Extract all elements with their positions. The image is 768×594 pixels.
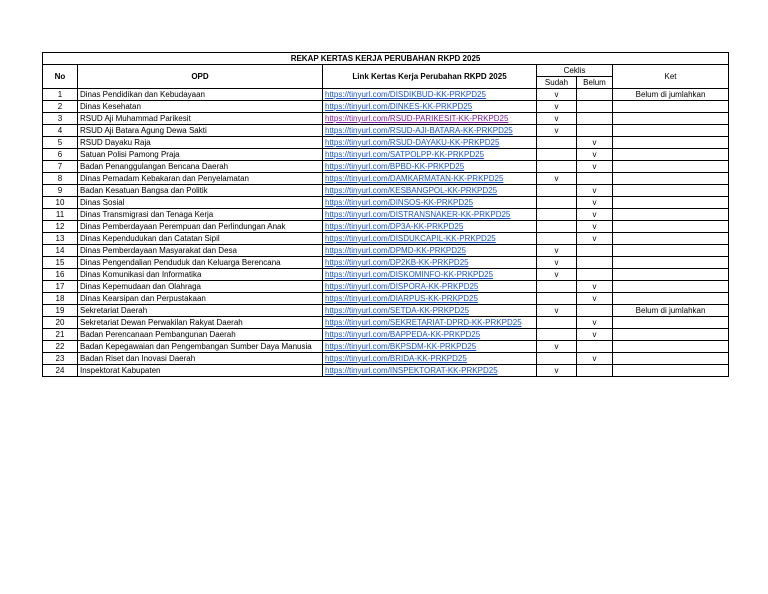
row-link-cell bbox=[323, 221, 537, 233]
row-link[interactable]: https://tinyurl.com/RSUD-DAYAKU-KK-PRKPD25 bbox=[325, 137, 500, 147]
table-row bbox=[43, 113, 729, 125]
table-row bbox=[43, 137, 729, 149]
row-sudah-check bbox=[537, 329, 577, 341]
table-row bbox=[43, 257, 729, 269]
row-no: 16 bbox=[43, 269, 78, 281]
table-row bbox=[43, 209, 729, 221]
row-belum-check bbox=[577, 365, 613, 377]
row-link[interactable]: https://tinyurl.com/DINKES-KK-PRKPD25 bbox=[325, 101, 473, 111]
row-link-cell bbox=[323, 341, 537, 353]
row-link-cell bbox=[323, 101, 537, 113]
row-link[interactable]: https://tinyurl.com/DISDIKBUD-KK-PRKPD25 bbox=[325, 89, 486, 99]
row-belum-check: v bbox=[577, 329, 613, 341]
row-belum-check bbox=[577, 125, 613, 137]
table-row bbox=[43, 329, 729, 341]
row-belum-check bbox=[577, 101, 613, 113]
row-no: 23 bbox=[43, 353, 78, 365]
row-no: 9 bbox=[43, 185, 78, 197]
row-link-cell bbox=[323, 185, 537, 197]
row-belum-check bbox=[577, 113, 613, 125]
row-link-cell bbox=[323, 113, 537, 125]
row-no: 21 bbox=[43, 329, 78, 341]
row-link-cell bbox=[323, 137, 537, 149]
row-ket bbox=[613, 233, 729, 245]
row-belum-check: v bbox=[577, 209, 613, 221]
row-belum-check: v bbox=[577, 233, 613, 245]
row-no: 14 bbox=[43, 245, 78, 257]
row-sudah-check bbox=[537, 317, 577, 329]
row-no: 6 bbox=[43, 149, 78, 161]
row-link-cell bbox=[323, 245, 537, 257]
row-link-cell bbox=[323, 149, 537, 161]
row-link[interactable]: https://tinyurl.com/DPMD-KK-PRKPD25 bbox=[325, 245, 466, 255]
row-opd: Dinas Sosial bbox=[78, 197, 323, 209]
header-belum: Belum bbox=[577, 77, 613, 89]
row-belum-check: v bbox=[577, 149, 613, 161]
row-link[interactable]: https://tinyurl.com/BRIDA-KK-PRKPD25 bbox=[325, 353, 467, 363]
row-ket bbox=[613, 281, 729, 293]
row-ket bbox=[613, 293, 729, 305]
table-row bbox=[43, 365, 729, 377]
header-ceklis: Ceklis bbox=[537, 65, 613, 77]
row-opd: Sekretariat Daerah bbox=[78, 305, 323, 317]
row-opd: Dinas Kepemudaan dan Olahraga bbox=[78, 281, 323, 293]
row-belum-check: v bbox=[577, 197, 613, 209]
row-link-cell bbox=[323, 269, 537, 281]
row-sudah-check: v bbox=[537, 173, 577, 185]
row-ket bbox=[613, 365, 729, 377]
row-link[interactable]: https://tinyurl.com/SATPOLPP-KK-PRKPD25 bbox=[325, 149, 485, 159]
row-opd: Inspektorat Kabupaten bbox=[78, 365, 323, 377]
row-belum-check bbox=[577, 89, 613, 101]
row-link-cell bbox=[323, 281, 537, 293]
row-link[interactable]: https://tinyurl.com/DINSOS-KK-PRKPD25 bbox=[325, 197, 474, 207]
table-row bbox=[43, 317, 729, 329]
row-sudah-check bbox=[537, 197, 577, 209]
row-link[interactable]: https://tinyurl.com/DISDUKCAPIL-KK-PRKPD25 bbox=[325, 233, 496, 243]
row-belum-check: v bbox=[577, 137, 613, 149]
table-row bbox=[43, 197, 729, 209]
row-no: 20 bbox=[43, 317, 78, 329]
table-row bbox=[43, 89, 729, 101]
row-sudah-check bbox=[537, 161, 577, 173]
title-row bbox=[43, 53, 729, 65]
row-link-cell bbox=[323, 329, 537, 341]
row-no: 17 bbox=[43, 281, 78, 293]
row-ket bbox=[613, 209, 729, 221]
row-no: 12 bbox=[43, 221, 78, 233]
row-sudah-check: v bbox=[537, 101, 577, 113]
row-ket bbox=[613, 185, 729, 197]
row-sudah-check bbox=[537, 209, 577, 221]
row-no: 10 bbox=[43, 197, 78, 209]
rekap-table bbox=[42, 52, 729, 377]
table-row bbox=[43, 269, 729, 281]
row-no: 7 bbox=[43, 161, 78, 173]
row-sudah-check bbox=[537, 137, 577, 149]
row-link-cell bbox=[323, 173, 537, 185]
row-link[interactable]: https://tinyurl.com/DAMKARMATAN-KK-PRKPD25 bbox=[325, 173, 504, 183]
row-sudah-check: v bbox=[537, 89, 577, 101]
header-sudah: Sudah bbox=[537, 77, 577, 89]
table-row bbox=[43, 341, 729, 353]
row-ket bbox=[613, 161, 729, 173]
table-row bbox=[43, 281, 729, 293]
row-sudah-check bbox=[537, 185, 577, 197]
row-link-cell bbox=[323, 353, 537, 365]
row-opd: Dinas Kependudukan dan Catatan Sipil bbox=[78, 233, 323, 245]
header-no: No bbox=[43, 65, 78, 89]
row-no: 3 bbox=[43, 113, 78, 125]
row-ket bbox=[613, 173, 729, 185]
row-link[interactable]: https://tinyurl.com/INSPEKTORAT-KK-PRKPD25 bbox=[325, 365, 498, 375]
row-link-cell bbox=[323, 365, 537, 377]
row-opd: Dinas Pemadam Kebakaran dan Penyelamatan bbox=[78, 173, 323, 185]
row-opd: RSUD Aji Batara Agung Dewa Sakti bbox=[78, 125, 323, 137]
row-no: 19 bbox=[43, 305, 78, 317]
row-belum-check bbox=[577, 257, 613, 269]
row-no: 2 bbox=[43, 101, 78, 113]
row-link-cell bbox=[323, 89, 537, 101]
table-row bbox=[43, 161, 729, 173]
row-sudah-check: v bbox=[537, 257, 577, 269]
table-row bbox=[43, 173, 729, 185]
row-opd: Dinas Pengendalian Penduduk dan Keluarga Berencana bbox=[78, 257, 323, 269]
row-ket bbox=[613, 221, 729, 233]
row-belum-check bbox=[577, 173, 613, 185]
row-link[interactable]: https://tinyurl.com/DP3A-KK-PRKPD25 bbox=[325, 221, 464, 231]
row-no: 15 bbox=[43, 257, 78, 269]
row-link-cell bbox=[323, 197, 537, 209]
row-opd: Dinas Pemberdayaan Perempuan dan Perlindungan Anak bbox=[78, 221, 323, 233]
row-belum-check: v bbox=[577, 317, 613, 329]
row-opd: Dinas Komunikasi dan Informatika bbox=[78, 269, 323, 281]
row-no: 24 bbox=[43, 365, 78, 377]
row-opd: Dinas Transmigrasi dan Tenaga Kerja bbox=[78, 209, 323, 221]
row-sudah-check bbox=[537, 149, 577, 161]
page-title: REKAP KERTAS KERJA PERUBAHAN RKPD 2025 bbox=[43, 53, 729, 65]
table-row bbox=[43, 185, 729, 197]
header-ket: Ket bbox=[613, 65, 729, 89]
row-opd: Dinas Pemberdayaan Masyarakat dan Desa bbox=[78, 245, 323, 257]
row-belum-check bbox=[577, 269, 613, 281]
row-ket bbox=[613, 137, 729, 149]
row-belum-check: v bbox=[577, 353, 613, 365]
row-belum-check bbox=[577, 341, 613, 353]
row-sudah-check: v bbox=[537, 365, 577, 377]
row-opd: Dinas Kearsipan dan Perpustakaan bbox=[78, 293, 323, 305]
row-no: 8 bbox=[43, 173, 78, 185]
row-link-cell bbox=[323, 317, 537, 329]
table-row bbox=[43, 149, 729, 161]
table-row bbox=[43, 101, 729, 113]
table-row bbox=[43, 305, 729, 317]
row-belum-check bbox=[577, 305, 613, 317]
table-row bbox=[43, 125, 729, 137]
row-no: 22 bbox=[43, 341, 78, 353]
row-belum-check: v bbox=[577, 161, 613, 173]
row-ket bbox=[613, 149, 729, 161]
row-no: 13 bbox=[43, 233, 78, 245]
row-no: 11 bbox=[43, 209, 78, 221]
row-opd: Badan Kesatuan Bangsa dan Politik bbox=[78, 185, 323, 197]
row-opd: Badan Perencanaan Pembangunan Daerah bbox=[78, 329, 323, 341]
row-sudah-check bbox=[537, 353, 577, 365]
row-link[interactable]: https://tinyurl.com/DISTRANSNAKER-KK-PRKPD25 bbox=[325, 209, 511, 219]
row-link[interactable]: https://tinyurl.com/DISPORA-KK-PRKPD25 bbox=[325, 281, 479, 291]
row-link[interactable]: https://tinyurl.com/DISKOMINFO-KK-PRKPD25 bbox=[325, 269, 494, 279]
row-link[interactable]: https://tinyurl.com/RSUD-AJI-BATARA-KK-PRKPD25 bbox=[325, 125, 513, 135]
row-ket bbox=[613, 197, 729, 209]
row-opd: Badan Penanggulangan Bencana Daerah bbox=[78, 161, 323, 173]
row-link-cell bbox=[323, 161, 537, 173]
row-ket bbox=[613, 353, 729, 365]
row-link[interactable]: https://tinyurl.com/BPBD-KK-PRKPD25 bbox=[325, 161, 465, 171]
table-row bbox=[43, 233, 729, 245]
row-no: 4 bbox=[43, 125, 78, 137]
table-row bbox=[43, 245, 729, 257]
row-link[interactable]: https://tinyurl.com/DP2KB-KK-PRKPD25 bbox=[325, 257, 469, 267]
row-link[interactable]: https://tinyurl.com/BAPPEDA-KK-PRKPD25 bbox=[325, 329, 481, 339]
row-sudah-check: v bbox=[537, 305, 577, 317]
row-ket bbox=[613, 329, 729, 341]
row-sudah-check: v bbox=[537, 245, 577, 257]
row-ket: Belum di jumlahkan bbox=[613, 89, 729, 101]
row-sudah-check: v bbox=[537, 125, 577, 137]
row-belum-check: v bbox=[577, 185, 613, 197]
row-no: 18 bbox=[43, 293, 78, 305]
row-ket bbox=[613, 341, 729, 353]
row-link[interactable]: https://tinyurl.com/RSUD-PARIKESIT-KK-PRKPD25 bbox=[325, 113, 509, 123]
row-no: 1 bbox=[43, 89, 78, 101]
row-sudah-check: v bbox=[537, 269, 577, 281]
row-opd: RSUD Aji Muhammad Parikesit bbox=[78, 113, 323, 125]
row-no: 5 bbox=[43, 137, 78, 149]
row-opd: RSUD Dayaku Raja bbox=[78, 137, 323, 149]
row-link[interactable]: https://tinyurl.com/BKPSDM-KK-PRKPD25 bbox=[325, 341, 477, 351]
row-link-cell bbox=[323, 233, 537, 245]
header-row-1 bbox=[43, 65, 729, 77]
row-ket bbox=[613, 101, 729, 113]
row-link-cell bbox=[323, 293, 537, 305]
table-row bbox=[43, 293, 729, 305]
row-opd: Dinas Pendidikan dan Kebudayaan bbox=[78, 89, 323, 101]
row-ket bbox=[613, 245, 729, 257]
row-opd: Sekretariat Dewan Perwakilan Rakyat Daerah bbox=[78, 317, 323, 329]
row-opd: Satuan Polisi Pamong Praja bbox=[78, 149, 323, 161]
row-sudah-check: v bbox=[537, 341, 577, 353]
row-belum-check: v bbox=[577, 293, 613, 305]
row-link[interactable]: https://tinyurl.com/SEKRETARIAT-DPRD-KK-PRKPD25 bbox=[325, 317, 522, 327]
row-belum-check: v bbox=[577, 281, 613, 293]
row-link-cell bbox=[323, 305, 537, 317]
row-sudah-check bbox=[537, 221, 577, 233]
table-row bbox=[43, 353, 729, 365]
row-link-cell bbox=[323, 125, 537, 137]
row-sudah-check bbox=[537, 281, 577, 293]
row-ket bbox=[613, 257, 729, 269]
row-opd: Dinas Kesehatan bbox=[78, 101, 323, 113]
row-ket bbox=[613, 125, 729, 137]
row-link-cell bbox=[323, 209, 537, 221]
row-link[interactable]: https://tinyurl.com/SETDA-KK-PRKPD25 bbox=[325, 305, 470, 315]
row-opd: Badan Kepegawaian dan Pengembangan Sumber Daya Manusia bbox=[78, 341, 323, 353]
row-link[interactable]: https://tinyurl.com/DIARPUS-KK-PRKPD25 bbox=[325, 293, 478, 303]
row-sudah-check bbox=[537, 233, 577, 245]
row-ket: Belum di jumlahkan bbox=[613, 305, 729, 317]
row-ket bbox=[613, 113, 729, 125]
row-ket bbox=[613, 317, 729, 329]
row-link-cell bbox=[323, 257, 537, 269]
header-link: Link Kertas Kerja Perubahan RKPD 2025 bbox=[323, 65, 537, 89]
row-sudah-check bbox=[537, 293, 577, 305]
table-row bbox=[43, 221, 729, 233]
row-link[interactable]: https://tinyurl.com/KESBANGPOL-KK-PRKPD25 bbox=[325, 185, 498, 195]
row-ket bbox=[613, 269, 729, 281]
header-opd: OPD bbox=[78, 65, 323, 89]
row-opd: Badan Riset dan Inovasi Daerah bbox=[78, 353, 323, 365]
row-belum-check: v bbox=[577, 221, 613, 233]
row-belum-check bbox=[577, 245, 613, 257]
row-sudah-check: v bbox=[537, 113, 577, 125]
